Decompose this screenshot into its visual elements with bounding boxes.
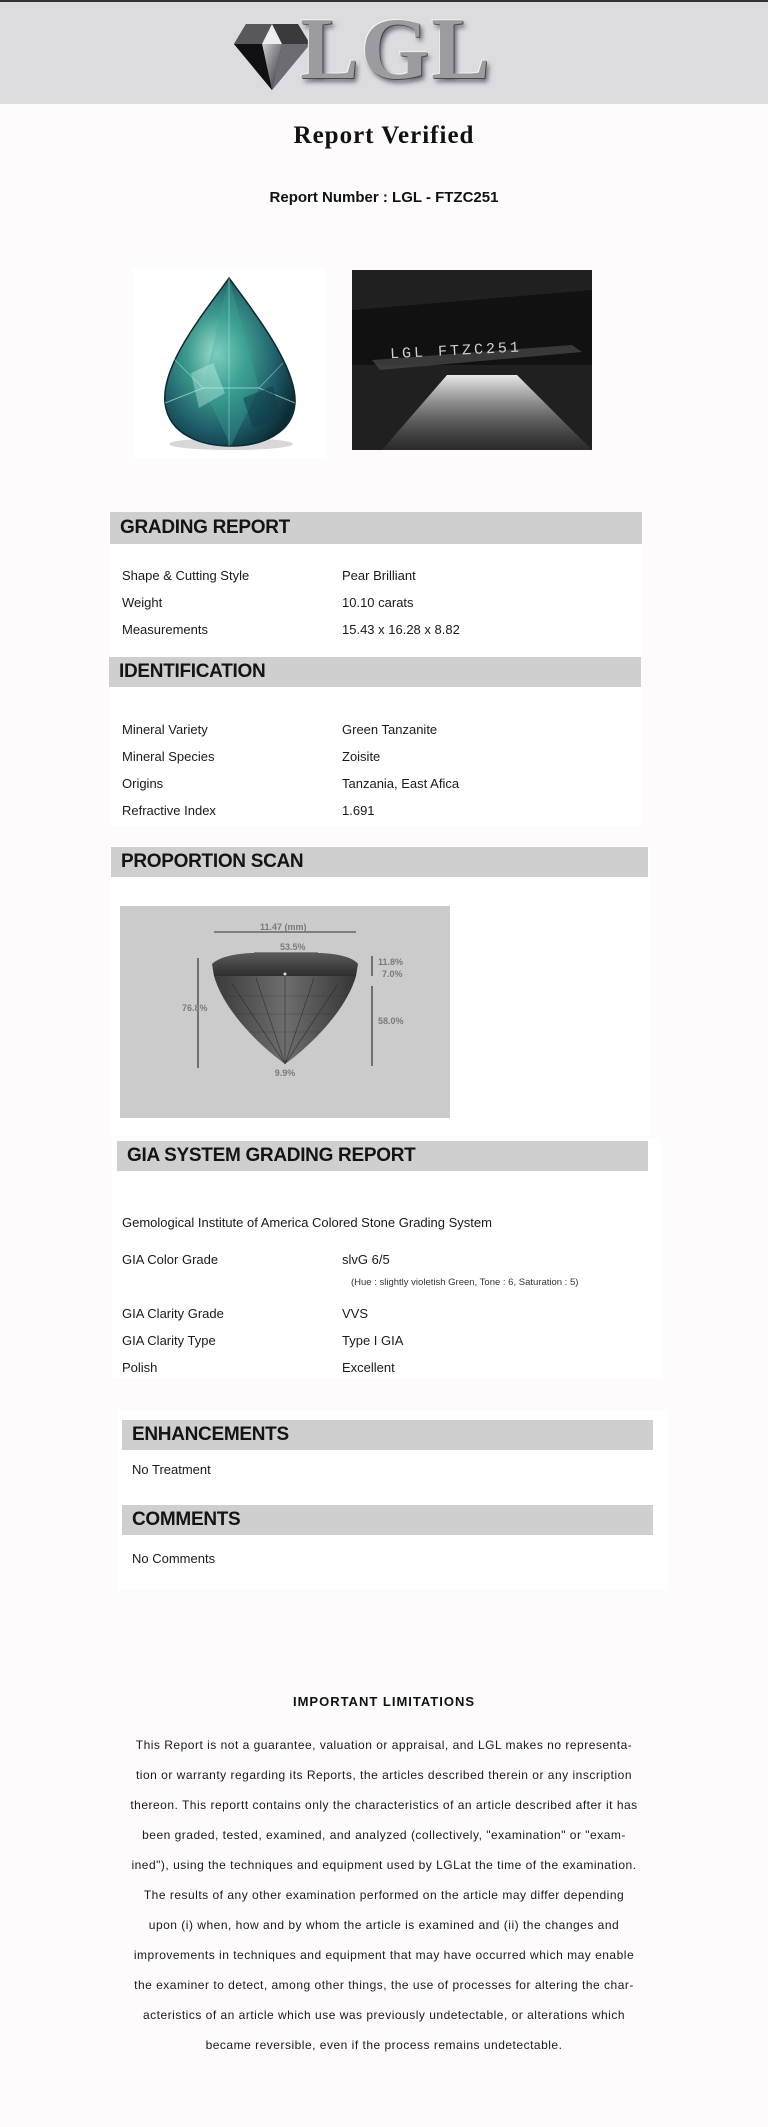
- width-label: 11.47 (mm): [260, 922, 307, 932]
- row-value: Green Tanzanite: [342, 722, 438, 737]
- row-value: slvG 6/5: [342, 1252, 390, 1267]
- row-label: Measurements: [122, 622, 208, 637]
- brand-name: LGL: [300, 1, 492, 98]
- row-label: Origins: [122, 776, 164, 791]
- row-value: VVS: [342, 1306, 369, 1321]
- proportion-scan-heading: PROPORTION SCAN: [111, 847, 648, 877]
- girdle-label: 7.0%: [382, 969, 403, 979]
- comments-heading: COMMENTS: [122, 1505, 653, 1535]
- row-value: Pear Brilliant: [342, 568, 416, 583]
- row-value: Excellent: [342, 1360, 395, 1375]
- row-label: Mineral Variety: [122, 722, 208, 737]
- culet-label: 9.9%: [274, 1068, 296, 1078]
- row-value: 10.10 carats: [342, 595, 414, 610]
- limitations-line: acteristics of an article which use was previously undetectable, or alterations which: [142, 2008, 626, 2022]
- limitations-line: This Report is not a guarantee, valuation or appraisal, and LGL makes no representa-: [135, 1738, 633, 1752]
- hue-note: (Hue : slightly violetish Green, Tone : 6, Saturation : 5): [351, 1277, 579, 1288]
- row-label: GIA Clarity Grade: [122, 1306, 224, 1321]
- row-value: Type I GIA: [342, 1333, 404, 1348]
- limitations-line: improvements in techniques and equipment that may have occurred which may enable: [133, 1948, 635, 1962]
- inscription-photo: [352, 270, 592, 450]
- pavilion-depth-label: 58.0%: [378, 1016, 404, 1026]
- row-value: 1.691: [342, 803, 375, 818]
- enhancements-text: No Treatment: [132, 1462, 211, 1477]
- limitations-heading: IMPORTANT LIMITATIONS: [292, 1694, 476, 1709]
- row-label: GIA Clarity Type: [122, 1333, 216, 1348]
- row-value: Tanzania, East Afica: [342, 776, 460, 791]
- inscription-text: LGL FTZC251: [389, 339, 523, 364]
- row-value: 15.43 x 16.28 x 8.82: [342, 622, 460, 637]
- gem-photo: [133, 268, 325, 458]
- row-label: Polish: [122, 1360, 158, 1375]
- limitations-line: became reversible, even if the process remains undetectable.: [205, 2038, 563, 2052]
- comments-text: No Comments: [132, 1551, 216, 1566]
- report-number: Report Number : LGL - FTZC251: [269, 189, 499, 206]
- total-depth-label: 76.8%: [182, 1003, 208, 1013]
- limitations-line: thereon. This reportt contains only the characteristics of an article described after it has: [130, 1798, 638, 1812]
- brand-logo[interactable]: [232, 1, 492, 98]
- gia-report-heading: GIA SYSTEM GRADING REPORT: [117, 1141, 648, 1171]
- table-label: 53.5%: [280, 942, 306, 952]
- gem-drawing: [133, 268, 325, 458]
- proportion-diagram: [120, 906, 450, 1118]
- limitations-line: upon (i) when, how and by whom the article is examined and (ii) the changes and: [148, 1918, 620, 1932]
- row-label: Weight: [122, 595, 163, 610]
- page-title: Report Verified: [293, 122, 475, 149]
- limitations-line: The results of any other examination performed on the article may differ depending: [143, 1888, 625, 1902]
- row-label: GIA Color Grade: [122, 1252, 219, 1267]
- limitations-line: been graded, tested, examined, and analyzed (collectively, "examination" or "exam-: [142, 1828, 626, 1842]
- inscription-drawing: [352, 270, 592, 450]
- crown-height-label: 11.8%: [378, 957, 404, 967]
- enhancements-heading: ENHANCEMENTS: [122, 1420, 653, 1450]
- row-value: Zoisite: [342, 749, 381, 764]
- limitations-line: the examiner to detect, among other things, the use of processes for altering the char-: [134, 1978, 634, 1992]
- grading-report-heading: GRADING REPORT: [110, 512, 642, 544]
- limitations-line: ined"), using the techniques and equipment used by LGLat the time of the examination.: [131, 1858, 637, 1872]
- gia-subtitle: Gemological Institute of America Colored Stone Grading System: [122, 1215, 492, 1230]
- row-label: Mineral Species: [122, 749, 215, 764]
- limitations-line: tion or warranty regarding its Reports, the articles described therein or any inscription: [135, 1768, 633, 1782]
- row-label: Shape & Cutting Style: [122, 568, 250, 583]
- identification-heading: IDENTIFICATION: [109, 657, 641, 687]
- row-label: Refractive Index: [122, 803, 216, 818]
- header-banner: [0, 2, 768, 104]
